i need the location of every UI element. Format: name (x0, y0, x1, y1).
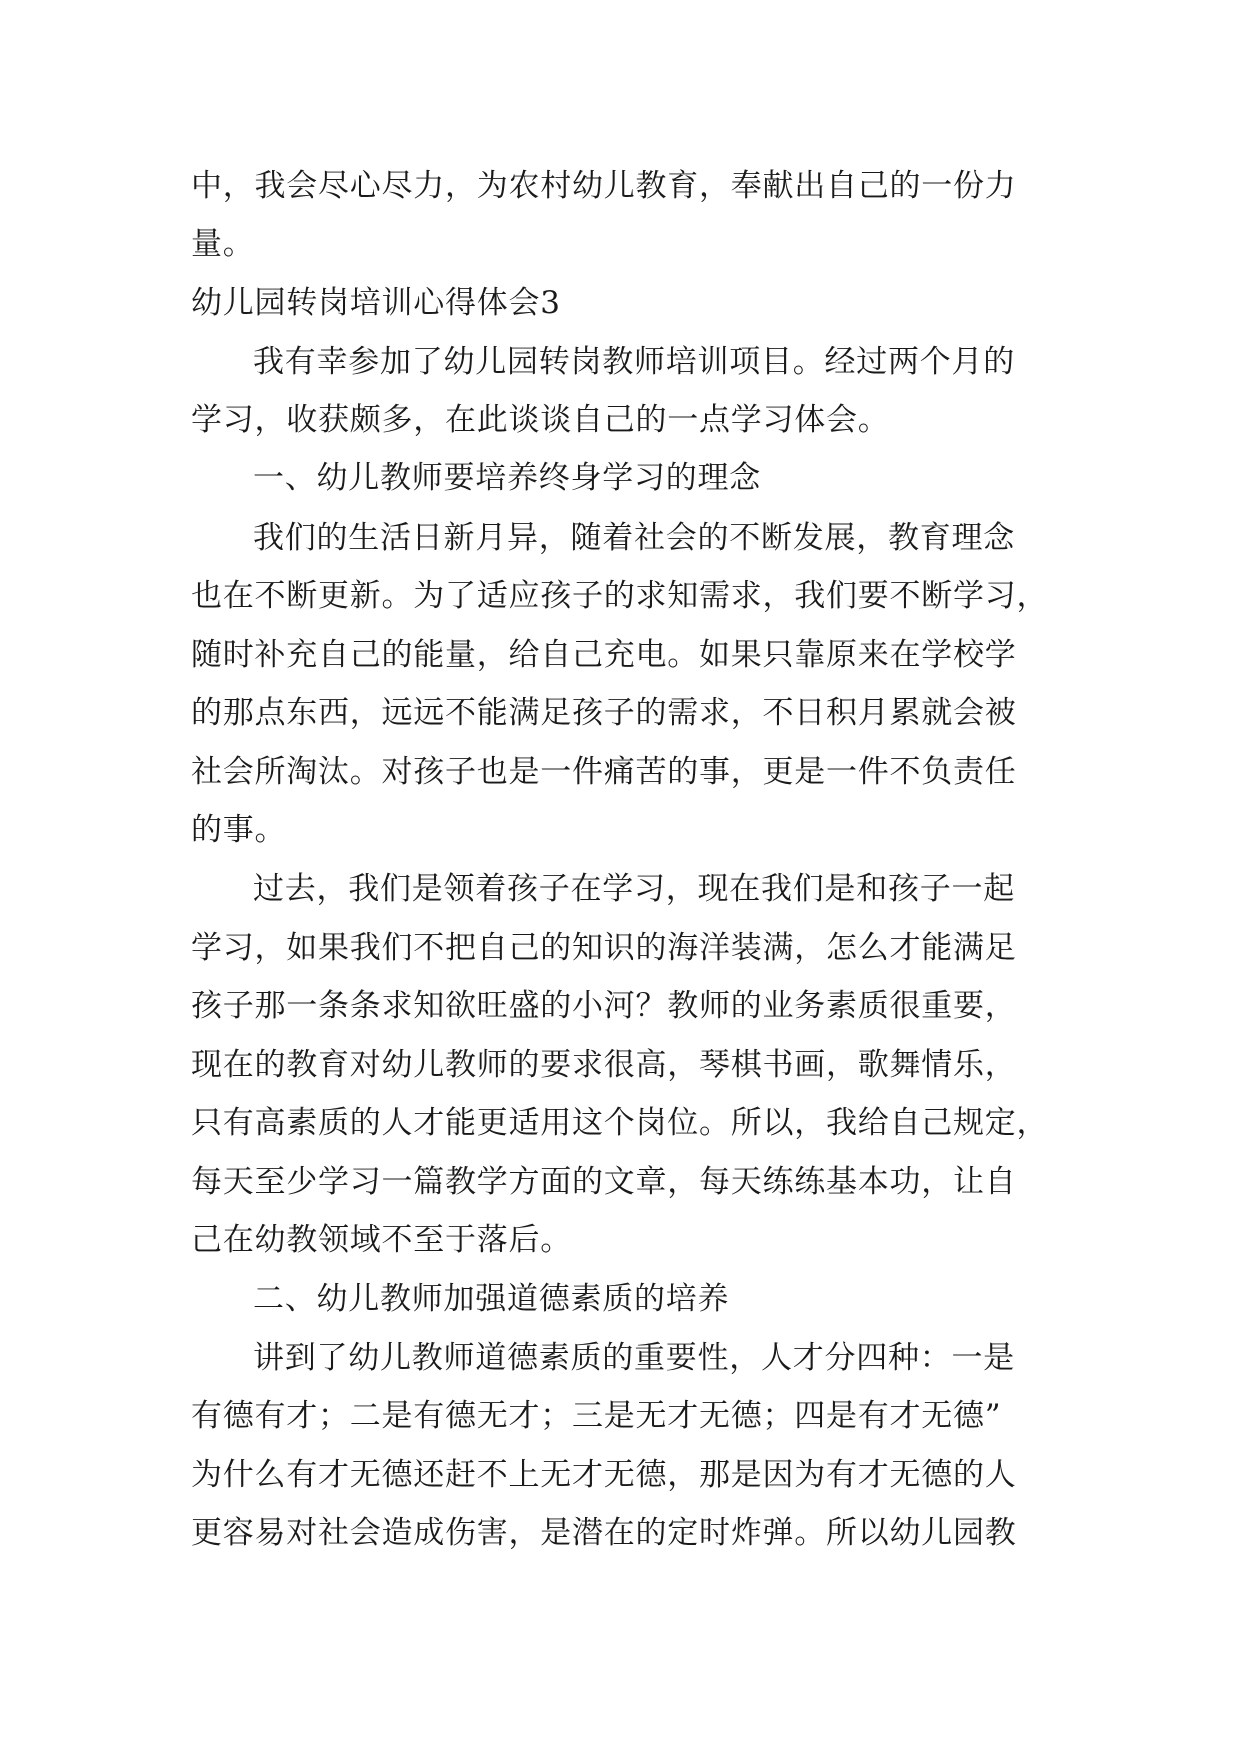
text-line: 随时补充自己的能量，给自己充电。如果只靠原来在学校学 (191, 637, 1017, 673)
text-line: 只有高素质的人才能更适用这个岗位。所以，我给自己规定， (191, 1105, 1049, 1141)
text-line: 讲到了幼儿教师道德素质的重要性，人才分四种：一是 (253, 1340, 1015, 1376)
text-line: 现在的教育对幼儿教师的要求很高，琴棋书画，歌舞情乐， (191, 1047, 1017, 1083)
text-line: 的事。 (191, 812, 287, 848)
text-line: 己在幼教领域不至于落后。 (191, 1222, 572, 1258)
subheading: 二、幼儿教师加强道德素质的培养 (253, 1281, 730, 1317)
text-line: 学习，如果我们不把自己的知识的海洋装满，怎么才能满足 (191, 930, 1017, 966)
text-line: 为什么有才无德还赶不上无才无德，那是因为有才无德的人 (191, 1457, 1017, 1493)
text-line: 的那点东西，远远不能满足孩子的需求，不日积月累就会被 (191, 695, 1017, 731)
section-heading: 幼儿园转岗培训心得体会3 (191, 285, 561, 321)
text-line: 也在不断更新。为了适应孩子的求知需求，我们要不断学习， (191, 578, 1049, 614)
text-line: 更容易对社会造成伤害，是潜在的定时炸弹。所以幼儿园教 (191, 1515, 1017, 1551)
text-line: 社会所淘汰。对孩子也是一件痛苦的事，更是一件不负责任 (191, 754, 1017, 790)
text-line: 有德有才；二是有德无才；三是无才无德；四是有才无德” (191, 1398, 1002, 1434)
text-line: 每天至少学习一篇教学方面的文章，每天练练基本功，让自 (191, 1164, 1017, 1200)
text-line: 孩子那一条条求知欲旺盛的小河？教师的业务素质很重要， (191, 988, 1017, 1024)
text-line: 中，我会尽心尽力，为农村幼儿教育，奉献出自己的一份力 (191, 168, 1017, 204)
text-line: 学习，收获颇多，在此谈谈自己的一点学习体会。 (191, 402, 890, 438)
text-line: 我们的生活日新月异，随着社会的不断发展，教育理念 (253, 520, 1015, 556)
text-line: 我有幸参加了幼儿园转岗教师培训项目。经过两个月的 (253, 344, 1015, 380)
text-line: 过去，我们是领着孩子在学习，现在我们是和孩子一起 (253, 871, 1015, 907)
text-line: 量。 (191, 226, 255, 262)
subheading: 一、幼儿教师要培养终身学习的理念 (253, 460, 761, 496)
